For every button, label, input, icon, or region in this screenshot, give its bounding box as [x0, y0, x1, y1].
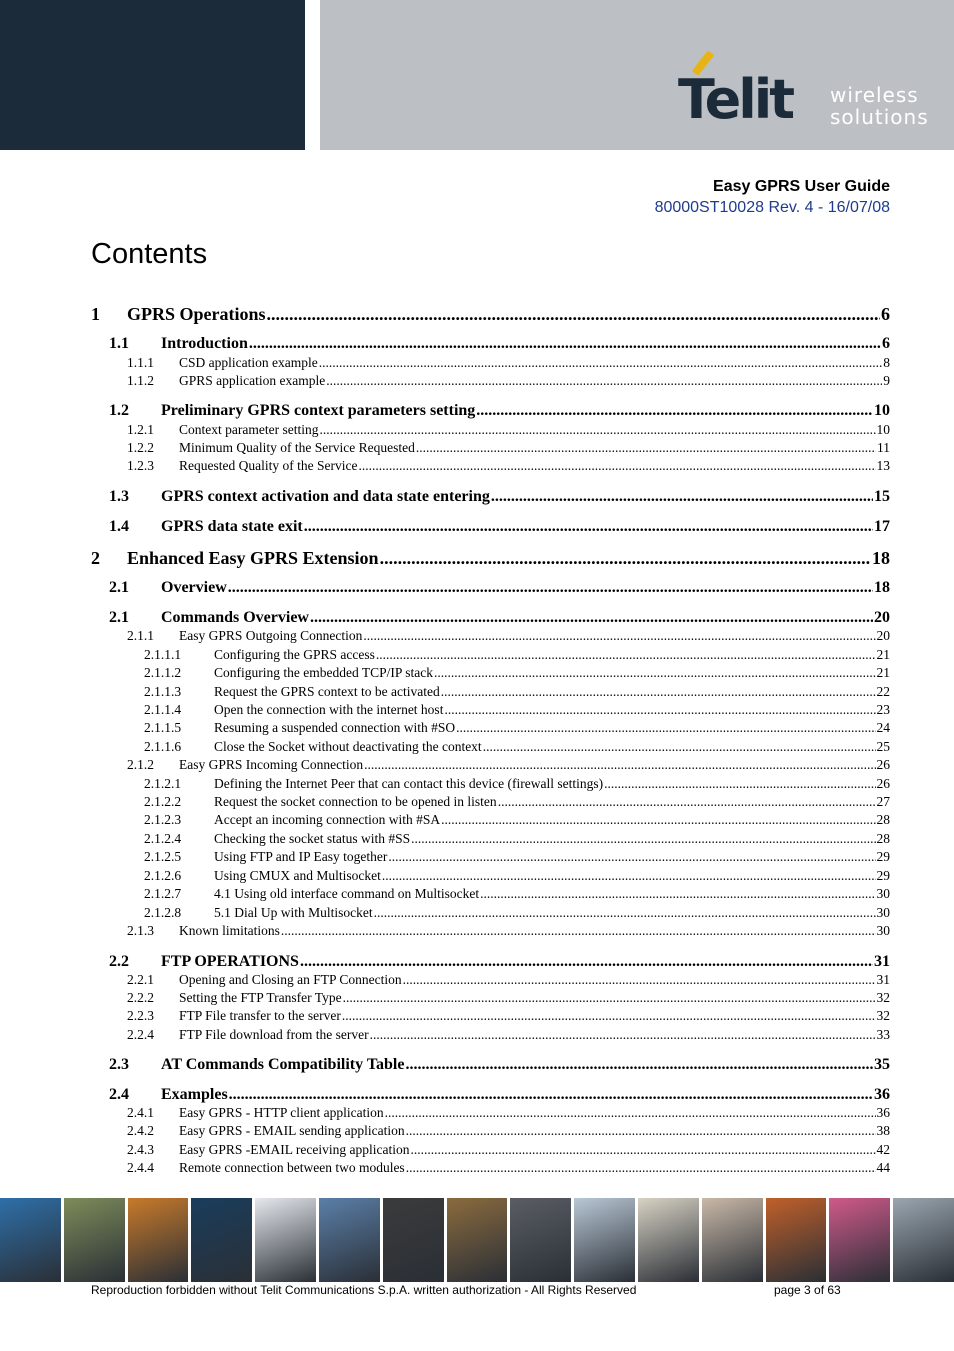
- toc-entry-title: Enhanced Easy GPRS Extension: [127, 548, 379, 568]
- toc-entry-number: 1: [91, 304, 100, 324]
- toc-entry-title: 4.1 Using old interface command on Multisocket: [214, 886, 480, 901]
- toc-entry-page: 26: [876, 757, 890, 772]
- toc-entry-number: 2.3: [109, 1056, 129, 1073]
- toc-entry-number: 2.1.2.8: [144, 905, 182, 920]
- toc-entry-title: Using FTP and IP Easy together: [214, 849, 388, 864]
- photo-tile: [319, 1198, 380, 1282]
- toc-entry-number: 2.4.4: [127, 1160, 154, 1175]
- toc-entry-title: AT Commands Compatibility Table: [161, 1056, 405, 1073]
- toc-entry-leader: [604, 776, 875, 792]
- toc-entry[interactable]: [91, 665, 890, 681]
- toc-entry-page: 42: [876, 1142, 890, 1157]
- toc-entry-leader: [267, 304, 880, 325]
- toc-entry-title: GPRS application example: [179, 373, 326, 388]
- toc-entry-page: 10: [876, 422, 890, 437]
- toc-entry-leader: [441, 812, 875, 828]
- toc-entry-title: Open the connection with the internet host: [214, 702, 444, 717]
- toc-entry-title: Remote connection between two modules: [179, 1160, 405, 1175]
- photo-tile: [191, 1198, 252, 1282]
- toc-entry[interactable]: [91, 684, 890, 700]
- toc-entry-title: Preliminary GPRS context parameters setting: [161, 402, 476, 419]
- toc-entry-leader: [380, 548, 871, 569]
- toc-entry-page: 15: [874, 488, 890, 505]
- toc-entry-leader: [249, 335, 881, 353]
- toc-entry-leader: [382, 868, 876, 884]
- toc-entry[interactable]: [91, 953, 890, 971]
- toc-entry-leader: [456, 720, 875, 736]
- toc-entry-title: Easy GPRS Outgoing Connection: [179, 628, 363, 643]
- toc-entry-page: 35: [874, 1056, 890, 1073]
- footer-page-number: page 3 of 63: [774, 1283, 841, 1297]
- toc-entry-number: 2.1.3: [127, 923, 154, 938]
- toc-entry-page: 22: [876, 684, 890, 699]
- toc-entry-number: 2.1.2.6: [144, 868, 182, 883]
- toc-entry-page: 6: [881, 304, 890, 324]
- toc-entry-page: 29: [876, 849, 890, 864]
- toc-entry-number: 2.1: [109, 609, 129, 626]
- toc-entry-page: 24: [876, 720, 890, 735]
- toc-entry-page: 36: [874, 1086, 890, 1103]
- toc-entry-number: 1.2.3: [127, 458, 154, 473]
- toc-entry[interactable]: [91, 518, 890, 536]
- toc-entry-page: 30: [876, 905, 890, 920]
- toc-entry-leader: [358, 458, 875, 474]
- photo-tile: [766, 1198, 827, 1282]
- toc-entry-page: 18: [872, 548, 890, 568]
- toc-entry-page: 44: [876, 1160, 890, 1175]
- toc-entry-leader: [498, 794, 876, 810]
- toc-entry-number: 2.2.1: [127, 972, 154, 987]
- toc-entry-page: 20: [876, 628, 890, 643]
- photo-tile: [510, 1198, 571, 1282]
- toc-entry-title: Defining the Internet Peer that can contact this device (firewall settings): [214, 776, 604, 791]
- toc-entry-page: 31: [876, 972, 890, 987]
- toc-entry-leader: [343, 990, 876, 1006]
- toc-entry-page: 13: [876, 458, 890, 473]
- toc-entry[interactable]: [91, 488, 890, 506]
- toc-entry-number: 1.1.1: [127, 355, 154, 370]
- toc-entry-number: 2: [91, 548, 100, 568]
- toc-entry-leader: [416, 440, 876, 456]
- page-title: Contents: [91, 238, 208, 270]
- toc-entry-title: Easy GPRS -EMAIL receiving application: [179, 1142, 410, 1157]
- toc-entry[interactable]: [91, 905, 890, 921]
- toc-entry-number: 2.2: [109, 953, 129, 970]
- toc-entry-page: 6: [882, 335, 890, 352]
- photo-tile: [255, 1198, 316, 1282]
- toc-entry-leader: [388, 849, 875, 865]
- logo-tagline-line-2: solutions: [830, 105, 929, 129]
- toc-entry-title: Accept an incoming connection with #SA: [214, 812, 441, 827]
- toc-entry-page: 33: [876, 1027, 890, 1042]
- photo-tile: [829, 1198, 890, 1282]
- photo-tile: [893, 1198, 954, 1282]
- toc-entry[interactable]: [91, 647, 890, 663]
- toc-entry-leader: [434, 665, 876, 681]
- toc-entry[interactable]: [91, 812, 890, 828]
- toc-entry-number: 1.1.2: [127, 373, 154, 388]
- toc-entry[interactable]: [91, 440, 890, 456]
- toc-entry-leader: [403, 972, 876, 988]
- toc-entry[interactable]: [91, 579, 890, 597]
- toc-entry-leader: [229, 1086, 873, 1104]
- toc-entry-page: 11: [877, 440, 890, 455]
- toc-entry-number: 1.2.2: [127, 440, 154, 455]
- toc-entry[interactable]: [91, 402, 890, 420]
- toc-entry-leader: [406, 1123, 876, 1139]
- toc-entry-page: 17: [874, 518, 890, 535]
- toc-entry-number: 1.3: [109, 488, 129, 505]
- photo-tile: [64, 1198, 125, 1282]
- toc-entry-title: Easy GPRS Incoming Connection: [179, 757, 364, 772]
- toc-entry-leader: [304, 518, 873, 536]
- photo-strip: [0, 1198, 954, 1282]
- toc-entry-page: 32: [876, 990, 890, 1005]
- toc-entry-number: 2.1: [109, 579, 129, 596]
- toc-entry[interactable]: [91, 923, 890, 939]
- toc-entry-number: 1.2.1: [127, 422, 154, 437]
- toc-entry-leader: [310, 609, 873, 627]
- toc-entry-page: 30: [876, 886, 890, 901]
- toc-entry-title: Minimum Quality of the Service Requested: [179, 440, 415, 455]
- toc-entry-number: 2.1.1.2: [144, 665, 182, 680]
- toc-entry-number: 2.4.1: [127, 1105, 154, 1120]
- toc-entry[interactable]: [91, 886, 890, 902]
- toc-entry-title: Setting the FTP Transfer Type: [179, 990, 342, 1005]
- toc-entry-title: Request the GPRS context to be activated: [214, 684, 440, 699]
- toc-entry-number: 1.4: [109, 518, 129, 535]
- toc-entry-leader: [319, 422, 875, 438]
- toc-entry[interactable]: [91, 548, 890, 569]
- toc-entry-title: Opening and Closing an FTP Connection: [179, 972, 402, 987]
- toc-entry-number: 2.1.2.7: [144, 886, 182, 901]
- toc-entry-leader: [405, 1056, 873, 1074]
- toc-entry-leader: [364, 757, 875, 773]
- toc-entry[interactable]: [91, 1056, 890, 1074]
- toc-entry[interactable]: [91, 794, 890, 810]
- toc-entry-leader: [483, 739, 876, 755]
- toc-entry-number: 2.1.2.1: [144, 776, 182, 791]
- toc-entry-number: 1.1: [109, 335, 129, 352]
- photo-tile: [0, 1198, 61, 1282]
- toc-entry-title: Known limitations: [179, 923, 280, 938]
- toc-entry-leader: [370, 1027, 876, 1043]
- toc-entry-page: 30: [876, 923, 890, 938]
- toc-entry-title: Introduction: [161, 335, 248, 352]
- toc-entry-page: 28: [876, 831, 890, 846]
- toc-entry-page: 36: [876, 1105, 890, 1120]
- toc-entry-title: Checking the socket status with #SS: [214, 831, 411, 846]
- logo-wordmark: Telit: [678, 68, 793, 131]
- toc-entry-page: 9: [883, 373, 890, 388]
- toc-entry-number: 2.4.3: [127, 1142, 154, 1157]
- toc-entry[interactable]: [91, 1086, 890, 1104]
- toc-entry-title: Easy GPRS - HTTP client application: [179, 1105, 384, 1120]
- toc-entry[interactable]: [91, 1142, 890, 1158]
- toc-entry-number: 1.2: [109, 402, 129, 419]
- toc-entry-number: 2.1.1.6: [144, 739, 182, 754]
- toc-entry-title: FTP File download from the server: [179, 1027, 369, 1042]
- toc-entry-page: 21: [876, 665, 890, 680]
- toc-entry-title: Requested Quality of the Service: [179, 458, 358, 473]
- toc-entry-page: 20: [874, 609, 890, 626]
- toc-entry[interactable]: [91, 422, 890, 438]
- toc-entry-number: 2.4.2: [127, 1123, 154, 1138]
- toc-entry-page: 38: [876, 1123, 890, 1138]
- toc-entry-title: GPRS context activation and data state entering: [161, 488, 490, 505]
- photo-tile: [702, 1198, 763, 1282]
- toc-entry-leader: [410, 1142, 875, 1158]
- header-dark-panel: [0, 0, 305, 150]
- toc-entry-number: 2.1.2.4: [144, 831, 182, 846]
- toc-entry[interactable]: [91, 702, 890, 718]
- toc-entry[interactable]: [91, 335, 890, 353]
- toc-entry-number: 2.2.3: [127, 1008, 154, 1023]
- toc-entry-leader: [319, 355, 883, 371]
- toc-entry-title: Configuring the embedded TCP/IP stack: [214, 665, 433, 680]
- toc-entry-number: 2.1.1.5: [144, 720, 182, 735]
- telit-logo: [678, 48, 928, 132]
- toc-entry-page: 29: [876, 868, 890, 883]
- toc-entry-leader: [228, 579, 873, 597]
- toc-entry[interactable]: [91, 1027, 890, 1043]
- footer-notice: Reproduction forbidden without Telit Communications S.p.A. written authorization - All Rights Reserved: [91, 1283, 637, 1297]
- toc-entry[interactable]: [91, 1123, 890, 1139]
- toc-entry-title: GPRS data state exit: [161, 518, 303, 535]
- toc-entry-page: 31: [874, 953, 890, 970]
- toc-entry-title: CSD application example: [179, 355, 318, 370]
- toc-entry[interactable]: [91, 972, 890, 988]
- toc-entry[interactable]: [91, 458, 890, 474]
- toc-entry-title: Close the Socket without deactivating the context: [214, 739, 482, 754]
- toc-entry-title: Request the socket connection to be opened in listen: [214, 794, 497, 809]
- toc-entry[interactable]: [91, 868, 890, 884]
- toc-entry[interactable]: [91, 628, 890, 644]
- toc-entry-leader: [444, 702, 875, 718]
- toc-entry-leader: [441, 684, 876, 700]
- toc-entry-title: Configuring the GPRS access: [214, 647, 375, 662]
- toc-entry[interactable]: [91, 373, 890, 389]
- toc-entry-title: 5.1 Dial Up with Multisocket: [214, 905, 373, 920]
- toc-entry[interactable]: [91, 1008, 890, 1024]
- toc-entry-leader: [480, 886, 875, 902]
- toc-entry-title: Resuming a suspended connection with #SO: [214, 720, 456, 735]
- toc-entry-leader: [342, 1008, 876, 1024]
- toc-entry-title: Easy GPRS - EMAIL sending application: [179, 1123, 405, 1138]
- toc-entry-number: 2.1.1.3: [144, 684, 182, 699]
- toc-entry-leader: [281, 923, 876, 939]
- toc-entry-number: 2.2.4: [127, 1027, 154, 1042]
- toc-entry-page: 25: [876, 739, 890, 754]
- toc-entry[interactable]: [91, 990, 890, 1006]
- photo-tile: [574, 1198, 635, 1282]
- toc-entry-number: 2.1.2.5: [144, 849, 182, 864]
- toc-entry-number: 2.1.2.2: [144, 794, 182, 809]
- toc-entry-page: 8: [883, 355, 890, 370]
- toc-entry-number: 2.1.2: [127, 757, 154, 772]
- toc-entry-title: Using CMUX and Multisocket: [214, 868, 381, 883]
- toc-entry[interactable]: [91, 1105, 890, 1121]
- photo-tile: [383, 1198, 444, 1282]
- toc-entry-page: 26: [876, 776, 890, 791]
- toc-entry-title: Overview: [161, 579, 227, 596]
- toc-entry-page: 27: [876, 794, 890, 809]
- toc-entry-title: FTP OPERATIONS: [161, 953, 299, 970]
- toc-entry-page: 10: [874, 402, 890, 419]
- toc-entry[interactable]: [91, 1160, 890, 1176]
- toc-entry[interactable]: [91, 757, 890, 773]
- toc-entry-leader: [326, 373, 882, 389]
- toc-entry-number: 2.1.1.4: [144, 702, 182, 717]
- toc-entry-leader: [374, 905, 876, 921]
- logo-tagline: [830, 84, 929, 128]
- toc-entry-leader: [363, 628, 875, 644]
- toc-entry-title: Commands Overview: [161, 609, 309, 626]
- toc-entry-leader: [300, 953, 873, 971]
- toc-entry-leader: [476, 402, 873, 420]
- toc-entry[interactable]: [91, 776, 890, 792]
- toc-entry-number: 2.4: [109, 1086, 129, 1103]
- toc-entry-leader: [491, 488, 873, 506]
- toc-entry-number: 2.1.1.1: [144, 647, 182, 662]
- logo-tagline-line-1: wireless: [830, 83, 919, 107]
- toc-entry-number: 2.1.2.3: [144, 812, 182, 827]
- toc-entry[interactable]: [91, 304, 890, 325]
- doc-title: Easy GPRS User Guide: [713, 178, 890, 195]
- photo-tile: [128, 1198, 189, 1282]
- toc-entry-number: 2.1.1: [127, 628, 154, 643]
- toc-entry-title: GPRS Operations: [127, 304, 266, 324]
- toc-entry-page: 23: [876, 702, 890, 717]
- toc-entry-leader: [385, 1105, 876, 1121]
- photo-tile: [447, 1198, 508, 1282]
- toc-entry-leader: [406, 1160, 876, 1176]
- toc-entry-title: Examples: [161, 1086, 228, 1103]
- toc-entry-page: 21: [876, 647, 890, 662]
- toc-entry[interactable]: [91, 720, 890, 736]
- doc-revision: 80000ST10028 Rev. 4 - 16/07/08: [654, 199, 890, 216]
- toc-entry-title: Context parameter setting: [179, 422, 319, 437]
- toc-entry[interactable]: [91, 739, 890, 755]
- toc-entry[interactable]: [91, 355, 890, 371]
- toc-entry-title: FTP File transfer to the server: [179, 1008, 341, 1023]
- toc-entry-page: 28: [876, 812, 890, 827]
- toc-entry-page: 32: [876, 1008, 890, 1023]
- toc-entry-leader: [376, 647, 876, 663]
- toc-entry[interactable]: [91, 831, 890, 847]
- toc-entry-page: 18: [874, 579, 890, 596]
- toc-entry-leader: [411, 831, 875, 847]
- toc-entry[interactable]: [91, 609, 890, 627]
- toc-entry-number: 2.2.2: [127, 990, 154, 1005]
- toc-entry[interactable]: [91, 849, 890, 865]
- photo-tile: [638, 1198, 699, 1282]
